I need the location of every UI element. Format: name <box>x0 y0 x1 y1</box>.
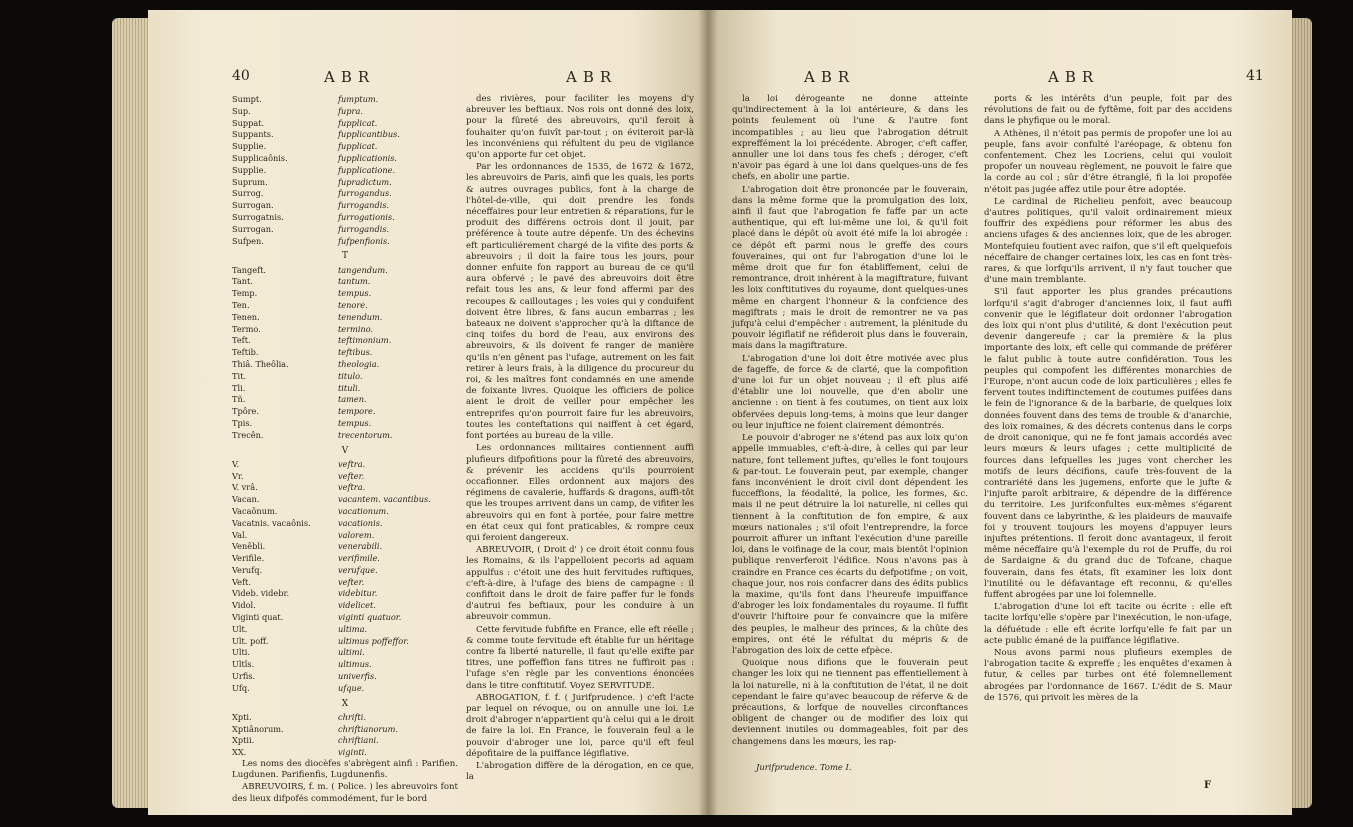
abbreviation: Ten. <box>232 299 250 310</box>
abbreviation-expansion: veftra. <box>338 482 366 493</box>
abbreviation: Surrog. <box>232 188 264 199</box>
abbreviation-expansion: fupra. <box>338 105 363 116</box>
paragraph: L'abrogation d'une loi doit être motivée avec plus de fageffe, de force & de clarté, que la compofition d'une loi fur un objet nouveau ; il eft plus aifé d'établir une loi nouvelle, que d'en abolir une ancienne : on tient à fes coutumes, on tient aux loix obfervées depuis long-tems, à moins que leur danger ou leur injuftice ne foient clairement démontrés. <box>732 353 968 431</box>
abbreviation-entry <box>232 406 458 418</box>
abbreviation-expansion: furrogandis. <box>338 200 390 211</box>
abbreviation-entry <box>232 530 458 542</box>
abbreviation-entry <box>232 288 458 300</box>
diocese-note: Les noms des diocèfes s'abrègent ainfi : Parifien. Lugdunen. Parifienfis, Lugdunenfis. <box>232 759 458 781</box>
abbreviation-entry <box>232 712 458 724</box>
abbreviation-entry <box>232 506 458 518</box>
abbreviation: Videb. videbr. <box>232 588 290 599</box>
abbreviation-entry <box>232 371 458 383</box>
abbreviation-expansion: tangendum. <box>338 264 388 275</box>
paragraph: la loi dérogeante ne donne atteinte qu'indirectement à la loi antérieure, & dans les points feulement où l'une & l'autre font incompatibles ; au lieu que l'abrogation détruit expreffément la loi précédente. Abroger, c'eft caffer, annuller une loi dans tous fes chefs ; déroger, c'eft n'avoir pas égard à une loi dans quelques-uns de fes chefs, en abolir une partie. <box>732 94 968 183</box>
abbreviation-entry <box>232 494 458 506</box>
abbreviation: Venêbli. <box>232 541 266 552</box>
abbreviation-expansion: fupplicat. <box>338 117 378 128</box>
abbreviation-entry <box>232 394 458 406</box>
abbreviation: Tpôre. <box>232 406 259 417</box>
abbreviation: Trecên. <box>232 429 264 440</box>
abbreviation-entry <box>232 624 458 636</box>
paragraph: ports & les intérêts d'un peuple, foit par des révolutions de fait ou de fyftême, foit par des accidens dans le phyfique ou le moral. <box>984 94 1232 127</box>
abbreviation: Tit. <box>232 370 246 381</box>
abbreviation: Tant. <box>232 276 253 287</box>
book-gutter <box>698 10 718 815</box>
abbreviation-entry <box>232 612 458 624</box>
abbreviation-entry <box>232 518 458 530</box>
abbreviation-expansion: verifimile. <box>338 553 380 564</box>
abbreviation-expansion: univerfis. <box>338 671 377 682</box>
abbreviation-expansion: vefter. <box>338 576 365 587</box>
open-book <box>112 10 1312 815</box>
section-letter-x: X <box>341 698 349 709</box>
abbreviation: Vacatnis. vacaônis. <box>232 517 311 528</box>
abbreviation: Vacan. <box>232 494 260 505</box>
right-column-1 <box>732 94 968 754</box>
left-page <box>148 10 708 815</box>
paragraph: Quoique nous difions que le fouverain peut changer les loix qui ne tiennent pas effentiellement à la loi naturelle, ni à la conftitution de l'état, il ne doit cependant le faire qu'avec beaucoup de réferve & de précautions, & lorfque de nouvelles circonftances obligent de changer ou de modifier des loix qui deviennent inutiles ou dommageables, foit par des changemens dans les mœurs, les rap- <box>732 658 968 747</box>
abbreviation-entry <box>232 94 458 106</box>
abbreviation-expansion: viginti. <box>338 747 367 758</box>
abbreviation-entry <box>232 647 458 659</box>
paragraph: Le cardinal de Richelieu penfoit, avec beaucoup d'autres politiques, qu'il valoit ordinairement mieux fouffrir des expédiens pour réformer les abus des anciens ufages & des anciennes loix, que de les abroger. Montefquieu foutient avec raifon, que s'il eft quelquefois néceffaire de changer certaines loix, les cas en font très-rares, & que lorfqu'ils arrivent, il n'y faut toucher que d'une main tremblante. <box>984 196 1233 286</box>
abbreviation-entry <box>232 200 458 212</box>
abbreviation-entry <box>232 747 458 759</box>
abbreviation: Veft. <box>232 576 251 587</box>
abbreviation: Termo. <box>232 323 261 334</box>
abbreviation: Supplie. <box>232 164 267 175</box>
abbreviation-expansion: vefter. <box>338 470 365 481</box>
abbreviation-entry <box>232 276 458 288</box>
abbreviation: Tangeft. <box>232 264 266 275</box>
abbreviation-entry <box>232 735 458 747</box>
abbreviation-list-v <box>232 459 458 695</box>
abbreviation-expansion: vacationum. <box>338 505 389 516</box>
abbreviation-entry <box>232 224 458 236</box>
abbreviation: Ult. <box>232 623 248 634</box>
abbreviation-expansion: vacantem. vacantibus. <box>338 494 431 505</box>
abbreviation-entry <box>232 118 458 130</box>
abbreviation-entry <box>232 335 458 347</box>
abbreviation: Verifile. <box>232 553 265 564</box>
abbreviation: Sup. <box>232 105 251 116</box>
abbreviation: Thiâ. Theôlia. <box>232 358 289 369</box>
abbreviation-expansion: ultima. <box>338 623 368 634</box>
abbreviation: Suppants. <box>232 129 274 140</box>
abbreviation: Viginti quat. <box>232 612 284 623</box>
abbreviation-expansion: chrifti. <box>338 711 366 722</box>
paragraph: L'abrogation diffère de la dérogation, en ce que, la <box>466 760 694 783</box>
signature-mark: F <box>1204 780 1212 791</box>
abbreviation-expansion: tamen. <box>338 394 367 405</box>
abbreviation: Surrogan. <box>232 223 274 234</box>
abbreviation-entry <box>232 359 458 371</box>
abbreviation-entry <box>232 177 458 189</box>
paragraph: S'il faut apporter les plus grandes précautions lorfqu'il s'agit d'abroger d'anciennes loix, il faut auffi convenir que le légiflateur doit ordonner l'abrogation des loix qui n'ont plus d'utilité, & dont l'exécution peut devenir dangereufe ; car la première & la plus importante des loix, eft celle qui commande de préférer le falut public à toute autre confidération. Tous les peuples qui compofent les différentes monarchies de l'Europe, n'ont aucun code de loix particulières ; elles fe fervent toutes indiftinctement de coutumes puifées dans le fein de l'ignorance & de la barbarie, de quelques loix données fouvent dans des tems de trouble & d'anarchie, des loix romaines, & des décrets contenus dans le corps de droit canonique, qui ne fe font jamais accordés avec leurs mœurs & leurs ufages ; cette multiplicité de fources dans lefquelles les juges vont chercher les motifs de leurs décifions, caufe très-fouvent de la contrariété dans les jugemens, enforte que le jufte & l'injufte paroît arbitraire, & dépendre de la différence du territoire. Les jurifconfultes eux-mêmes s'égarent fouvent dans ce labyrinthe, & les plaideurs de mauvaife foi y trouvent toujours les moyens d'appuyer leurs injuftes prétentions. Il feroit donc avantageux, il feroit même néceffaire qu'à l'exemple du roi de Pruffe, du roi de Sardaigne & du grand duc de Tofcane, chaque fouverain, dans fes états, fît examiner les loix dont l'inutilité ou le défavantage eft reconnu, & qu'elles fuffent abrogées par une loi folemnelle. <box>984 287 1232 600</box>
abbreviation-entry <box>232 188 458 200</box>
abbreviation: Xptii. <box>232 735 255 746</box>
abbreviation-entry <box>232 430 458 442</box>
abbreviation-expansion: termino. <box>338 323 374 334</box>
abbreviation-expansion: ultimus. <box>338 659 372 670</box>
paragraph: ABROGATION, f. f. ( Jurifprudence. ) c'eft l'acte par lequel on révoque, ou on annulle une loi. Le droit d'abroger n'appartient qu'à celui qui a le droit de faire la loi. En France, le fouverain feul a le pouvoir d'abroger une loi, parce qu'il eft feul dépofitaire de la puiffance légiflative. <box>466 692 694 759</box>
abbreviation-expansion: teftimonium. <box>338 335 392 346</box>
paragraph: Les ordonnances militaires contiennent auffi plufieurs difpofitions pour la fûreté des abreuvoirs, & prévenir les accidens qu'ils pourroient occafionner. Elles ordonnent aux majors des régimens de cavalerie, huffards & dragons, auffi-tôt que les troupes arrivent dans un camp, de vifiter les abreuvoirs qui en font à portée, pour faire mettre en état ceux qui font praticables, & rompre ceux qui feroient dangereux. <box>466 443 695 543</box>
abbreviation-list-x <box>232 712 458 759</box>
abbreviation-entry <box>232 600 458 612</box>
abbreviation: Xpti. <box>232 711 252 722</box>
paragraph: Nous avons parmi nous plufieurs exemples de l'abrogation tacite & expreffe ; les enquêtes d'examen à futur, & celles par turbes ont été folemnellement abrogées par l'ordonnance de 1667. L'édit de S. Maur de 1576, qui privoit les mères de la <box>984 647 1232 703</box>
abbreviation-expansion: fupplicationis. <box>338 152 398 163</box>
abbreviation-expansion: tempus. <box>338 417 372 428</box>
abbreviation-expansion: venerabili. <box>338 541 383 552</box>
abbreviation: Ultîs. <box>232 659 255 670</box>
abbreviation: Teftib. <box>232 347 259 358</box>
paragraph: Le pouvoir d'abroger ne s'étend pas aux loix qu'on appelle immuables, c'eft-à-dire, à celles qui par leur nature, font tellement juftes, qu'elles le font toujours & par-tout. Le fouverain peut, par exemple, changer fans inconvénient le droit civil dont dépendent les fucceffions, la féodalité, la police, les formes, &c. mais il ne peut détruire la loi naturelle, ni celles qui tiennent à la conftitution de fon empire, & aux mœurs nationales ; s'il ofoit l'entreprendre, la force pourroit affurer un inftant l'exécution d'une pareille loi, dans le voifinage de la cour, mais bientôt l'opinion publique renverferoit l'édifice. Nous n'avons pas à craindre en France ces écarts du defpotifme ; on voit, chaque jour, nos rois confacrer dans des édits publics la maxime, qu'ils font dans l'heureufe impuiffance d'abroger les loix fondamentales du royaume. Il fuffit d'ouvrir l'hiftoire pour fe convaincre que la mifère des peuples, le malheur des princes, & la chûte des empires, ont été le réfultat du mépris & de l'abrogation des loix de cette efpèce. <box>732 433 968 656</box>
section-letter-t: T <box>341 251 348 262</box>
abbreviation: Supplie. <box>232 141 267 152</box>
abbreviation-expansion: tenendum. <box>338 311 383 322</box>
abbreviation: Surrogatnis. <box>232 211 284 222</box>
abbreviation: Suppat. <box>232 117 265 128</box>
abbreviation-expansion: tempus. <box>338 288 372 299</box>
left-page-number: 40 <box>232 68 250 84</box>
section-letter-v: V <box>341 445 349 456</box>
abbreviation-entry <box>232 671 458 683</box>
paragraph: ABREUVOIR, ( Droit d' ) ce droit étoit connu fous les Romains, & ils l'appelloient pecoris ad aquam appulfus : c'étoit une des huit fervitudes ruftiques, c'eft-à-dire, à l'ufage des biens de campagne : il confiftoit dans le droit de faire paffer fur le fonds d'autrui fes beftiaux, pour les conduire à un abreuvoir commun. <box>466 545 694 623</box>
abbreviation: Sufpen. <box>232 235 264 246</box>
abbreviation-entry <box>232 482 458 494</box>
abbreviation-expansion: videbitur. <box>338 588 378 599</box>
right-page-edges <box>1290 18 1312 808</box>
abbreviation-entry <box>232 141 458 153</box>
abbreviation-expansion: fumptum. <box>338 94 379 104</box>
abbreviation-expansion: fupplicantibus. <box>338 129 400 140</box>
abbreviation: Vacaônum. <box>232 505 278 516</box>
paragraph: Par les ordonnances de 1535, de 1672 & 1672, les abreuvoirs de Paris, ainfi que les quais, les ports & autres ouvrages publics, font à la charge de l'hôtel-de-ville, qui doit prendre les fonds néceffaires pour leur entretien & réparations, fur le produit des différens octrois dont il jouit, par préférence à toute autre dépenfe. Un des échevins eft particuliérement chargé de la vifite des ports & abreuvoirs ; il doit la faire tous les jours, pour donner enfuite fon rapport au bureau de ce qu'il aura obfervé ; le pavé des abreuvoirs doit être refait tous les ans, & leur fond affermi par des recoupes & cailloutages ; les voies qui y conduifent doivent être libres, & fans aucun embarras ; les bateaux ne doivent s'approcher qu'à la diftance de cinq toifes du bord de l'eau, aux environs des abreuvoirs, & ils doivent fe ranger de manière qu'ils n'en gênent pas l'ufage, autrement on les fait retirer à leurs frais, à la diligence du procureur du roi, & les maîtres font condamnés en une amende de foixante livres. Quoique les officiers de police aient le droit de veiller pour empêcher les entreprifes qu'on pourroit faire fur les abreuvoirs, toutes les conteftations qui naiffent à cet égard, font portées au bureau de la ville. <box>466 162 694 442</box>
left-column-2 <box>466 94 694 784</box>
abbreviation-entry <box>232 383 458 395</box>
abbreviation-expansion: verufque. <box>338 564 378 575</box>
abbreviation-expansion: vacationis. <box>338 517 383 528</box>
abbreviation-list-t <box>232 265 458 442</box>
abbreviation: Xptiânorum. <box>232 723 284 734</box>
abbreviation-expansion: tenore. <box>338 299 368 310</box>
abbreviation-entry <box>232 541 458 553</box>
abbreviation-expansion: fupplicat. <box>338 141 378 152</box>
abbreviation-expansion: chriftianorum. <box>338 723 398 734</box>
paragraph: L'abrogation doit être prononcée par le fouverain, dans la même forme que la promulgation des loix, ainfi il faut que l'abrogation fe faffe par un acte authentique, qui eft lui-même une loi, & qu'il foit placé dans le dépôt où avoit été mife la loi abrogée : ce dépôt eft parmi nous le greffe des cours fouveraines, qui ont fur l'abrogation d'une loi le même droit que fur fon établiffement, celui de remontrance, droit inhérent à la magiftrature, fuivant les loix conftitutives du royaume, dont quelques-unes même en chargent l'honneur & la confcience des magiftrats ; mais le droit de remontrer ne va pas jufqu'à celui d'empêcher : autrement, la plénitude du pouvoir légiflatif ne réfideroit plus dans le fouverain, mais dans la magiftrature. <box>732 184 968 352</box>
abbreviation: Ufq. <box>232 682 250 693</box>
abbreviation-entry <box>232 347 458 359</box>
abbreviation-expansion: chriftiani. <box>338 735 379 746</box>
abbreviation: Ult. poff. <box>232 635 269 646</box>
left-running-head-2: ABR <box>566 68 618 86</box>
abbreviation: Ulti. <box>232 647 251 658</box>
abbreviation: Temp. <box>232 288 258 299</box>
abbreviation-entry <box>232 106 458 118</box>
paragraph: Cette fervitude fubfifte en France, elle eft réelle ; & comme toute fervitude eft établie fur un héritage contre fa liberté naturelle, il faut qu'elle exifte par titres, une poffeffion fans titres ne fuffiroit pas : l'ufage s'en règle par les conventions énoncées dans le titre conftitutif. Voyez SERVITUDE. <box>466 624 694 691</box>
right-running-head: ABR <box>804 68 856 86</box>
abbreviation-expansion: titulo. <box>338 370 363 381</box>
paragraph: A Athènes, il n'étoit pas permis de propofer une loi au peuple, fans avoir confulté l'aréopage, & obtenu fon confentement. Chez les Locriens, celui qui vouloit propofer un nouveau règlement, ne pouvoit le faire que la corde au col ; sûr d'être étranglé, fi la loi propofée n'étoit pas jugée affez utile pour être adoptée. <box>984 128 1232 195</box>
abbreviation: Supplicaônis. <box>232 152 288 163</box>
abbreviation-expansion: tituli. <box>338 382 361 393</box>
abbreviation-entry <box>232 683 458 695</box>
abbreviation-entry <box>232 553 458 565</box>
abbreviation-entry <box>232 312 458 324</box>
abbreviation-entry <box>232 471 458 483</box>
abbreviation-expansion: tempore. <box>338 406 376 417</box>
abbreviation: Verufq. <box>232 564 263 575</box>
abbreviation-expansion: fupplicatione. <box>338 164 396 175</box>
abbreviation-entry <box>232 324 458 336</box>
left-page-edges <box>112 18 152 808</box>
paragraph: des rivières, pour faciliter les moyens d'y abreuver les beftiaux. Nos rois ont donné des loix, pour la fûreté des abreuvoirs, qu'il feroit à fouhaiter qu'on fuivît par-tout ; on éviteroit par-là les inconvéniens qui réfultent du peu de vigilance qu'on apporte fur cet objet. <box>466 94 694 161</box>
abbreviation-entry <box>232 236 458 248</box>
abbreviation: Tli. <box>232 382 246 393</box>
abbreviation-expansion: veftra. <box>338 458 366 469</box>
left-running-head: ABR <box>324 68 376 86</box>
abbreviation-expansion: fupradictum. <box>338 176 392 187</box>
abbreviation-expansion: valorem. <box>338 529 375 540</box>
abbreviation-expansion: furrogandus. <box>338 188 392 199</box>
abbreviation: Vidol. <box>232 600 256 611</box>
abbreviation: Teft. <box>232 335 251 346</box>
abbreviation-expansion: teftibus. <box>338 347 373 358</box>
right-page-footer: Jurifprudence. Tome I. <box>756 762 852 772</box>
right-page <box>708 10 1292 815</box>
abbreviation-expansion: ultimi. <box>338 647 365 658</box>
right-page-number: 41 <box>1246 68 1264 84</box>
abbreviation: Urfis. <box>232 671 256 682</box>
abbreviation-expansion: videlicet. <box>338 600 376 611</box>
abbreviation: Vr. <box>232 470 244 481</box>
abbreviation-expansion: viginti quatuor. <box>338 612 402 623</box>
abbreviation: Tñ. <box>232 394 246 405</box>
abbreviation-entry <box>232 636 458 648</box>
abbreviation-expansion: tantum. <box>338 276 371 287</box>
right-running-head-2: ABR <box>1048 68 1100 86</box>
abbreviation: Val. <box>232 529 248 540</box>
abbreviation-entry <box>232 165 458 177</box>
abbreviation-entry <box>232 418 458 430</box>
paragraph: L'abrogation d'une loi eft tacite ou écrite : elle eft tacite lorfqu'elle s'opère par l'inexécution, le non-ufage, la défuétude : elle eft écrite lorfqu'elle fe fait par un acte public émané de la puiffance légiflative. <box>984 602 1232 646</box>
abbreviation-expansion: ufque. <box>338 682 365 693</box>
abbreviation: Sumpt. <box>232 94 262 104</box>
abbreviation-expansion: fufpenfionis. <box>338 235 390 246</box>
abbreviation-expansion: furrogationis. <box>338 211 395 222</box>
right-column-2 <box>984 94 1232 774</box>
left-column-1 <box>232 94 458 804</box>
abbreviation: Suprum. <box>232 176 268 187</box>
abbreviation-entry <box>232 565 458 577</box>
abbreviation-entry <box>232 577 458 589</box>
abbreviation: V. <box>232 458 240 469</box>
abbreviation-expansion: theologia. <box>338 358 380 369</box>
abbreviation-list-s <box>232 94 458 247</box>
abbreviation-entry <box>232 724 458 736</box>
abbreviation-entry <box>232 265 458 277</box>
abbreviation-expansion: ultimus poffeffor. <box>338 635 409 646</box>
abbreviation-entry <box>232 153 458 165</box>
abbreviation: Tenen. <box>232 311 260 322</box>
abreuvoirs-entry-start: ABREUVOIRS, f. m. ( Police. ) les abreuvoirs font des lieux difpofés commodément, fur le bord <box>232 782 458 804</box>
abbreviation-entry <box>232 300 458 312</box>
abbreviation: Surrogan. <box>232 200 274 211</box>
abbreviation-entry <box>232 588 458 600</box>
abbreviation: V. vrâ. <box>232 482 258 493</box>
abbreviation-entry <box>232 129 458 141</box>
abbreviation-expansion: trecentorum. <box>338 429 393 440</box>
abbreviation-entry <box>232 659 458 671</box>
abbreviation-expansion: furrogandis. <box>338 223 390 234</box>
abbreviation-entry <box>232 212 458 224</box>
abbreviation: XX. <box>232 747 247 758</box>
abbreviation-entry <box>232 459 458 471</box>
abbreviation: Tpis. <box>232 417 253 428</box>
